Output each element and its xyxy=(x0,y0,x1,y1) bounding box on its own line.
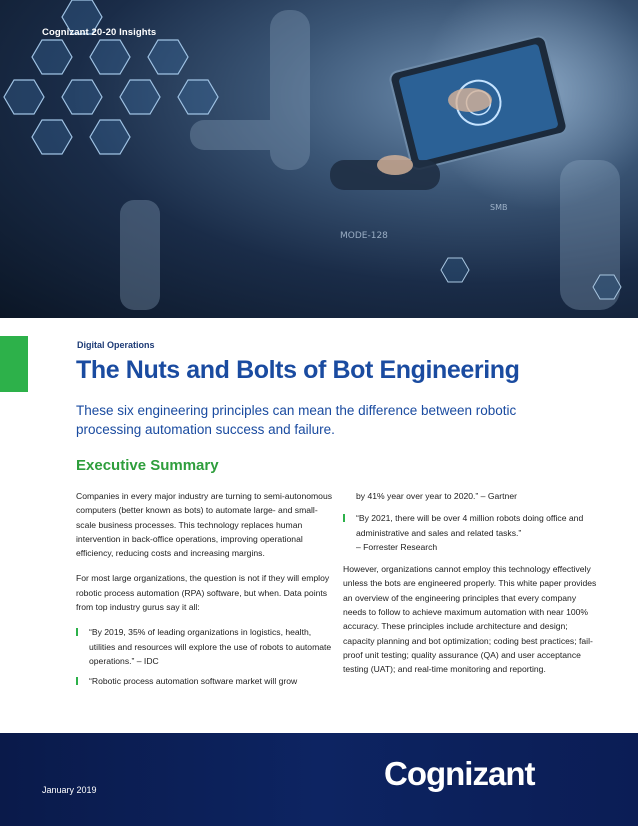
list-item xyxy=(76,625,336,668)
list-item-text: “By 2019, 35% of leading organizations in logistics, health, utilities and resources will explore the use of robots to automate operations.” – IDC xyxy=(89,627,332,666)
publication-date: January 2019 xyxy=(42,785,97,795)
footer-band xyxy=(0,733,638,826)
bullet-marker xyxy=(343,514,345,522)
section-heading: Executive Summary xyxy=(76,457,219,474)
document-subtitle: These six engineering principles can mean the difference between robotic processing automation success and failure. xyxy=(76,403,517,437)
bullet-marker xyxy=(76,628,78,636)
svg-text:SMB: SMB xyxy=(490,203,508,212)
hero-image xyxy=(0,0,638,318)
svg-text:MODE-128: MODE-128 xyxy=(340,231,388,241)
paragraph: However, organizations cannot employ this technology effectively unless the bots are engineered properly. This white paper provides an overview of the engineering principles that every company needs to follow to achieve maximum automation with near 100% accuracy. These principles include architecture and design; capacity planning and bot optimization; coding best practices; fail-proof unit testing; quality assurance (QA) and user acceptance testing (UAT); and real-time monitoring and reporting. xyxy=(343,564,597,675)
hero-illustration xyxy=(0,0,638,318)
list-item-text: “Robotic process automation software market will grow xyxy=(89,676,298,687)
paragraph: Companies in every major industry are turning to semi-autonomous computers (better known as bots) to automate large- and small-scale business processes. This technology replaces human intervention in back-office operations, improving operational efficiency, reducing costs and increasing margins. xyxy=(76,491,333,559)
left-column xyxy=(76,489,336,695)
paragraph: For most large organizations, the question is not if they will employ robotic process automation (RPA) software, but when. Data points from top industry gurus say it all: xyxy=(76,573,330,613)
cognizant-logo: Cognizant xyxy=(384,755,535,792)
list-item xyxy=(343,511,598,540)
list-item-text: “By 2021, there will be over 4 million robots doing office and administrative and sales and related tasks.” xyxy=(356,513,584,538)
document-title: The Nuts and Bolts of Bot Engineering xyxy=(76,356,520,384)
series-label: Cognizant 20-20 Insights xyxy=(42,27,157,38)
category-label: Digital Operations xyxy=(77,340,155,350)
list-item xyxy=(76,674,336,688)
accent-bar xyxy=(0,336,28,392)
right-column xyxy=(343,489,598,688)
quote-attribution: – Forrester Research xyxy=(356,541,438,552)
list-continuation: by 41% year over year to 2020.” – Gartner xyxy=(356,491,517,501)
bullet-marker xyxy=(76,677,78,685)
